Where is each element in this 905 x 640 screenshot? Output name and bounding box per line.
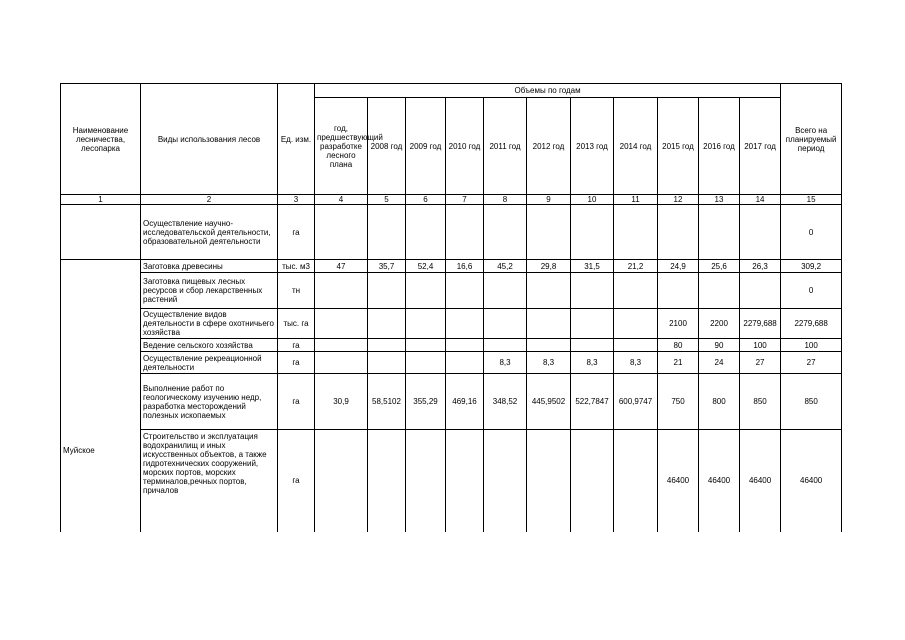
value: 24,9 xyxy=(658,260,699,273)
column-number-row xyxy=(61,195,842,205)
unit: га xyxy=(278,205,315,260)
value: 600,9747 xyxy=(614,374,658,430)
value: 8,3 xyxy=(571,352,614,374)
value xyxy=(446,339,484,352)
value xyxy=(315,430,368,532)
value: 16,6 xyxy=(446,260,484,273)
value: 90 xyxy=(699,339,740,352)
table-row xyxy=(61,352,842,374)
value xyxy=(571,309,614,339)
value xyxy=(406,430,446,532)
table-row xyxy=(61,374,842,430)
table-row xyxy=(61,205,842,260)
value xyxy=(484,205,527,260)
col-number: 15 xyxy=(781,195,842,205)
value xyxy=(614,205,658,260)
value: 2279,688 xyxy=(740,309,781,339)
value xyxy=(446,430,484,532)
header-name: Наименование лесничества, лесопарка xyxy=(61,84,141,195)
value: 100 xyxy=(740,339,781,352)
value xyxy=(406,273,446,309)
total: 0 xyxy=(781,205,842,260)
value xyxy=(571,205,614,260)
forestry-name: Муйское xyxy=(61,260,141,532)
value xyxy=(699,205,740,260)
value: 45,2 xyxy=(484,260,527,273)
value: 21,2 xyxy=(614,260,658,273)
total: 27 xyxy=(781,352,842,374)
col-number: 8 xyxy=(484,195,527,205)
value: 8,3 xyxy=(614,352,658,374)
value xyxy=(740,205,781,260)
value xyxy=(368,273,406,309)
value xyxy=(527,339,571,352)
value xyxy=(315,339,368,352)
value xyxy=(527,273,571,309)
header-types: Виды использования лесов xyxy=(141,84,278,195)
header-prev-year: год, предшествующий разработке лесного плана xyxy=(315,98,368,195)
value: 46400 xyxy=(658,430,699,532)
value xyxy=(446,205,484,260)
header-year: 2009 год xyxy=(406,98,446,195)
col-number: 3 xyxy=(278,195,315,205)
value: 26,3 xyxy=(740,260,781,273)
table-row xyxy=(61,273,842,309)
value xyxy=(571,430,614,532)
value xyxy=(368,205,406,260)
table-row xyxy=(61,260,842,273)
header-year: 2011 год xyxy=(484,98,527,195)
col-number: 2 xyxy=(141,195,278,205)
value: 445,9502 xyxy=(527,374,571,430)
value xyxy=(571,273,614,309)
total: 850 xyxy=(781,374,842,430)
value xyxy=(571,339,614,352)
value xyxy=(315,352,368,374)
use-type: Заготовка пищевых лесных ресурсов и сбор лекарственных растений xyxy=(141,273,278,309)
value xyxy=(406,339,446,352)
col-number: 5 xyxy=(368,195,406,205)
value: 850 xyxy=(740,374,781,430)
forest-use-table xyxy=(60,83,842,532)
col-number: 9 xyxy=(527,195,571,205)
header-volumes-by-year: Объемы по годам xyxy=(315,84,781,98)
value xyxy=(446,273,484,309)
value xyxy=(740,273,781,309)
value xyxy=(315,273,368,309)
col-number: 12 xyxy=(658,195,699,205)
header-total: Всего на планируемый период xyxy=(781,84,842,195)
value: 2100 xyxy=(658,309,699,339)
value xyxy=(658,205,699,260)
col-number: 7 xyxy=(446,195,484,205)
value xyxy=(315,205,368,260)
value xyxy=(368,339,406,352)
value: 750 xyxy=(658,374,699,430)
value: 30,9 xyxy=(315,374,368,430)
value: 35,7 xyxy=(368,260,406,273)
unit: га xyxy=(278,374,315,430)
value xyxy=(446,352,484,374)
value xyxy=(527,430,571,532)
use-type: Осуществление рекреационной деятельности xyxy=(141,352,278,374)
value xyxy=(368,309,406,339)
col-number: 11 xyxy=(614,195,658,205)
value xyxy=(614,339,658,352)
col-number: 6 xyxy=(406,195,446,205)
value xyxy=(484,339,527,352)
total: 46400 xyxy=(781,430,842,532)
value xyxy=(315,309,368,339)
header-year: 2013 год xyxy=(571,98,614,195)
value xyxy=(406,309,446,339)
value xyxy=(527,205,571,260)
use-type: Строительство и эксплуатация водохранилищ и иных искусственных объектов, а также гидротехнических сооружений, морских портов, морских терминалов,речных портов, причалов xyxy=(141,430,278,532)
value: 46400 xyxy=(740,430,781,532)
value: 52,4 xyxy=(406,260,446,273)
value xyxy=(446,309,484,339)
total: 309,2 xyxy=(781,260,842,273)
unit: га xyxy=(278,339,315,352)
unit: тыс. га xyxy=(278,309,315,339)
header-year: 2008 год xyxy=(368,98,406,195)
value xyxy=(484,430,527,532)
value: 2200 xyxy=(699,309,740,339)
col-number: 4 xyxy=(315,195,368,205)
value xyxy=(614,273,658,309)
value xyxy=(368,430,406,532)
table-row xyxy=(61,430,842,532)
value xyxy=(484,273,527,309)
unit: тыс. м3 xyxy=(278,260,315,273)
header-year: 2017 год xyxy=(740,98,781,195)
value xyxy=(614,430,658,532)
value: 522,7847 xyxy=(571,374,614,430)
value: 348,52 xyxy=(484,374,527,430)
total: 100 xyxy=(781,339,842,352)
header-year: 2010 год xyxy=(446,98,484,195)
value: 47 xyxy=(315,260,368,273)
header-year: 2016 год xyxy=(699,98,740,195)
col-number: 13 xyxy=(699,195,740,205)
table-row xyxy=(61,309,842,339)
value: 8,3 xyxy=(484,352,527,374)
value xyxy=(527,309,571,339)
value xyxy=(368,352,406,374)
header-year: 2015 год xyxy=(658,98,699,195)
col-number: 10 xyxy=(571,195,614,205)
unit: га xyxy=(278,430,315,532)
value xyxy=(614,309,658,339)
value: 25,6 xyxy=(699,260,740,273)
use-type: Выполнение работ по геологическому изучению недр, разработка месторождений полезных ископаемых xyxy=(141,374,278,430)
value: 800 xyxy=(699,374,740,430)
value: 58,5102 xyxy=(368,374,406,430)
forestry-cell-empty xyxy=(61,205,141,260)
value: 8,3 xyxy=(527,352,571,374)
use-type: Заготовка древесины xyxy=(141,260,278,273)
use-type: Осуществление видов деятельности в сфере охотничьего хозяйства xyxy=(141,309,278,339)
col-number: 14 xyxy=(740,195,781,205)
value: 24 xyxy=(699,352,740,374)
table-row xyxy=(61,339,842,352)
value: 29,8 xyxy=(527,260,571,273)
value xyxy=(406,205,446,260)
value: 21 xyxy=(658,352,699,374)
value: 46400 xyxy=(699,430,740,532)
col-number: 1 xyxy=(61,195,141,205)
header-year: 2012 год xyxy=(527,98,571,195)
total: 0 xyxy=(781,273,842,309)
header-year: 2014 год xyxy=(614,98,658,195)
header-unit: Ед. изм. xyxy=(278,84,315,195)
unit: га xyxy=(278,352,315,374)
value: 469,16 xyxy=(446,374,484,430)
use-type: Осуществление научно-исследовательской деятельности, образовательной деятельности xyxy=(141,205,278,260)
value xyxy=(658,273,699,309)
value xyxy=(484,309,527,339)
value: 80 xyxy=(658,339,699,352)
total: 2279,688 xyxy=(781,309,842,339)
value: 355,29 xyxy=(406,374,446,430)
value: 27 xyxy=(740,352,781,374)
value xyxy=(699,273,740,309)
value xyxy=(406,352,446,374)
value: 31,5 xyxy=(571,260,614,273)
use-type: Ведение сельского хозяйства xyxy=(141,339,278,352)
unit: тн xyxy=(278,273,315,309)
